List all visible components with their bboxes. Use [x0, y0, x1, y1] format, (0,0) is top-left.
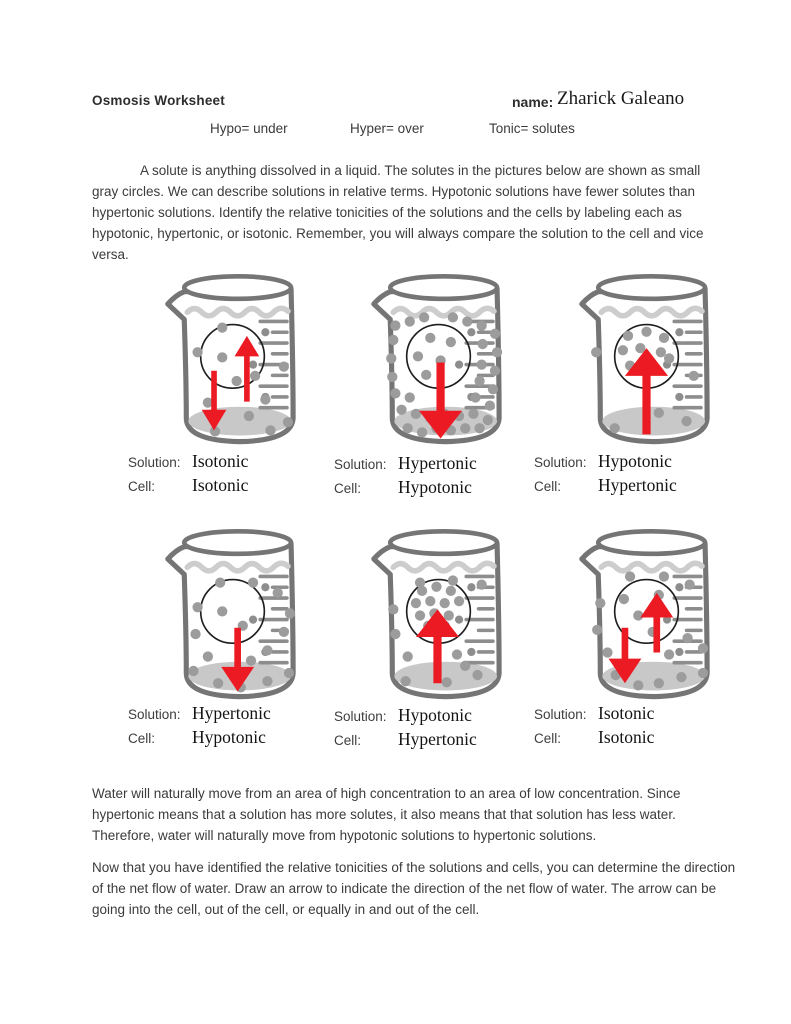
cell-label: Cell: [128, 731, 156, 746]
solution-answer-6: Isotonic [598, 703, 655, 723]
solution-label: Solution: [128, 707, 181, 722]
cell-answer-6: Isotonic [598, 727, 655, 747]
answer-block-1 [128, 450, 248, 498]
solution-answer-5: Hypotonic [398, 705, 472, 725]
name-label: name: [512, 94, 554, 110]
beaker-figure-6 [566, 521, 726, 711]
beaker-figure-4 [152, 521, 312, 711]
solution-answer-1: Isotonic [192, 451, 249, 471]
beaker-diagram-6 [566, 521, 726, 711]
page-title: Osmosis Worksheet [92, 93, 225, 108]
beaker-diagram-5 [358, 521, 518, 711]
answer-block-4 [128, 702, 271, 750]
key-hypo: Hypo= under [210, 121, 288, 136]
solution-answer-3: Hypotonic [598, 451, 672, 471]
answer-block-6 [534, 702, 654, 750]
beaker-diagram-4 [152, 521, 312, 711]
solution-answer-4: Hypertonic [192, 703, 271, 723]
cell-label: Cell: [334, 733, 362, 748]
beaker-figure-5 [358, 521, 518, 711]
cell-label: Cell: [534, 479, 562, 494]
water-paragraph: Water will naturally move from an area of high concentration to an area of low concentration. Since hypertonic means that a solution has more solutes, it also means that that solution has less water. Therefore, water will naturally move from hypotonic solutions to hypertonic solutions. [92, 785, 681, 843]
cell-label: Cell: [334, 481, 362, 496]
solution-label: Solution: [534, 455, 587, 470]
beaker-diagram-1 [152, 266, 312, 456]
solution-label: Solution: [334, 457, 387, 472]
student-name-value: Zharick Galeano [557, 88, 685, 109]
cell-label: Cell: [128, 479, 156, 494]
beaker-diagram-3 [566, 266, 726, 456]
answer-block-5 [334, 704, 477, 752]
cell-answer-1: Isotonic [192, 475, 249, 495]
beaker-figure-2 [358, 266, 518, 456]
solution-label: Solution: [534, 707, 587, 722]
solution-label: Solution: [128, 455, 181, 470]
answer-block-3 [534, 450, 677, 498]
cell-answer-4: Hypotonic [192, 727, 266, 747]
beaker-diagram-2 [358, 266, 518, 456]
cell-answer-5: Hypertonic [398, 729, 477, 749]
intro-paragraph: A solute is anything dissolved in a liquid. The solutes in the pictures below are shown as small gray circles. We can describe solutions in relative terms. Hypotonic solutions have fewer solutes than hypertonic solutions. Identify the relative tonicities of the solutions and the cells by labeling each as hypotonic, hypertonic, or isotonic. Remember, you will always compare the solution to the cell and vice versa. [92, 162, 704, 262]
beaker-figure-1 [152, 266, 312, 456]
cell-answer-2: Hypotonic [398, 477, 472, 497]
solution-answer-2: Hypertonic [398, 453, 477, 473]
solution-label: Solution: [334, 709, 387, 724]
cell-label: Cell: [534, 731, 562, 746]
beaker-figure-3 [566, 266, 726, 456]
netflow-paragraph: Now that you have identified the relative tonicities of the solutions and cells, you can determine the direction of the net flow of water. Draw an arrow to indicate the direction of the net flow of water. The arrow can be going into the cell, out of the cell, or equally in and out of the cell. [92, 859, 736, 917]
answer-block-2 [334, 452, 477, 500]
cell-answer-3: Hypertonic [598, 475, 677, 495]
key-hyper: Hyper= over [350, 121, 424, 136]
key-tonic: Tonic= solutes [489, 121, 575, 136]
